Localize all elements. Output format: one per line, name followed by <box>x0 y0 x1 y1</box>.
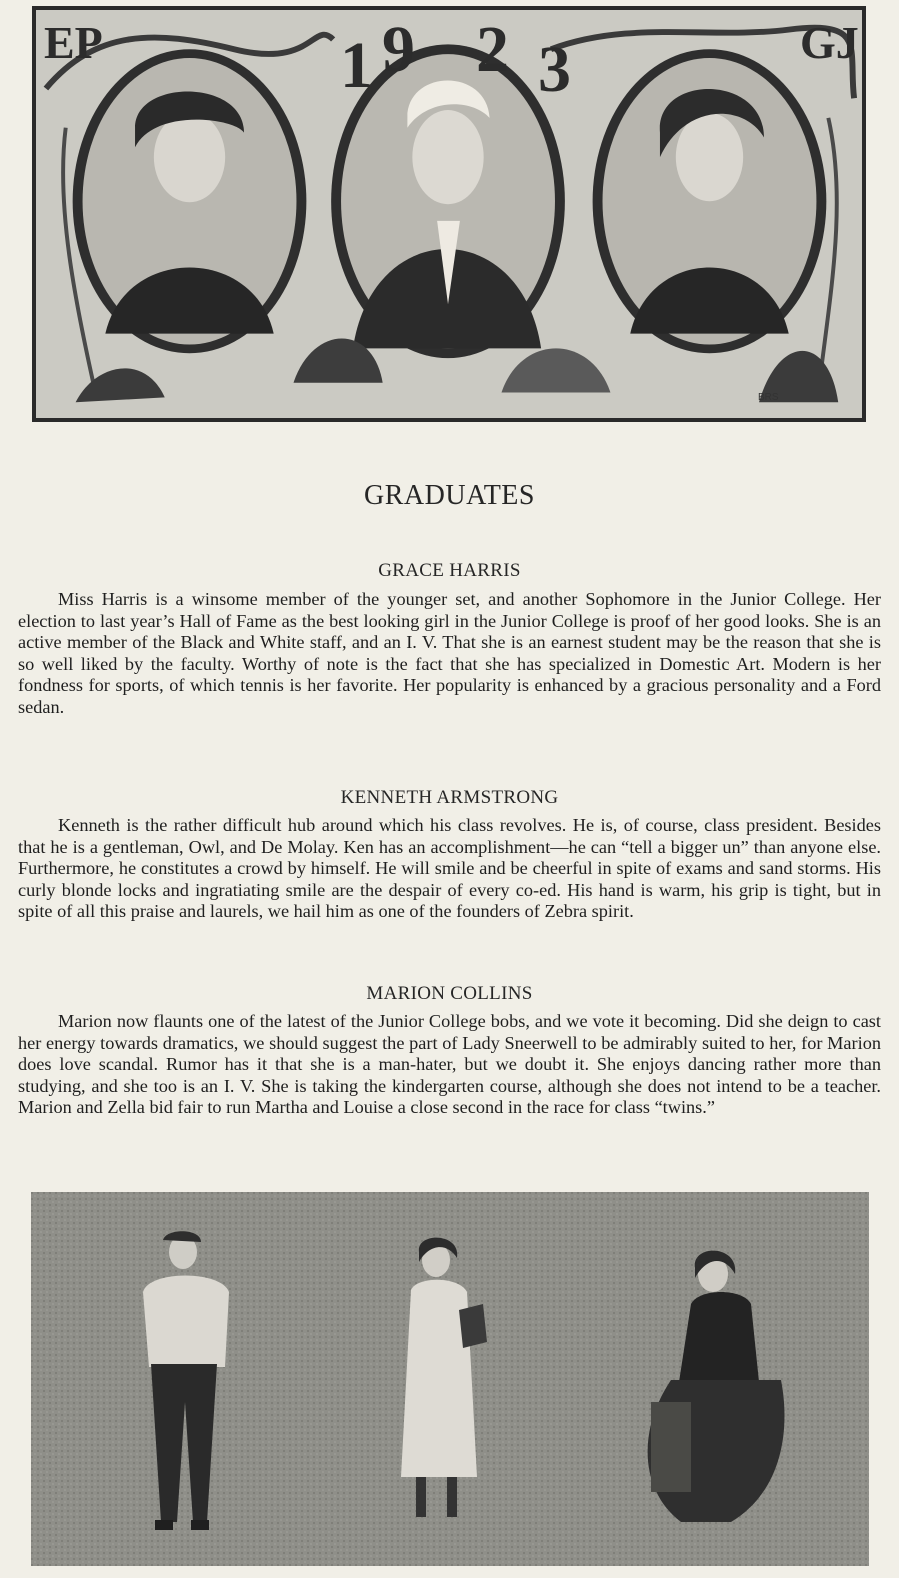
monogram-right: GJ <box>800 17 859 68</box>
monogram-left: EP <box>44 17 103 68</box>
bio-text-kenneth-armstrong: Kenneth is the rather difficult hub around which his class revolves. He is, of course, class president. Besides that he is a gentleman, Owl, and De Molay. Ken has an accomplishment—he can “tell a bigger un” than anyone else. Furthermore, he constitutes a crowd by himself. He will smile and be cheerful in spite of exams and sand storms. His curly blonde locks and ingratiating smile are the despair of every co-ed. His hand is warm, his grip is tight, but in spite of all this praise and laurels, we hail him as one of the founders of Zebra spirit. <box>18 815 881 922</box>
bio-heading-kenneth-armstrong: KENNETH ARMSTRONG <box>340 787 559 808</box>
bio-heading-grace-harris: GRACE HARRIS <box>378 560 521 581</box>
bio-heading-marion-collins: MARION COLLINS <box>366 983 533 1004</box>
year-digit-2: 9 <box>382 13 415 86</box>
artist-signature: BRS <box>758 392 779 403</box>
bio-text-marion-collins: Marion now flaunts one of the latest of the Junior College bobs, and we vote it becoming. Did she deign to cast her energy towards dramatics, we should suggest the part of Lady Sneerwell to be admirably suited to her, for Marion does love scandal. Rumor has it that she is a man-hater, but we doubt it. She enjoys dancing rather more than studying, and she too is an I. V. She is taking the kindergarten course, although she does not intend to be a teacher. Marion and Zella bid fair to run Martha and Louise a close second in the race for class “twins.” <box>18 1011 881 1118</box>
portrait-panel <box>32 6 866 422</box>
page-title: GRADUATES <box>364 480 535 511</box>
portrait-illustration <box>36 10 862 418</box>
year-digit-3: 2 <box>476 13 509 86</box>
bio-text-grace-harris: Miss Harris is a winsome member of the younger set, and another Sophomore in the Junior College. Her election to last year’s Hall of Fame as the best looking girl in the Junior College is proof of her good looks. She is an active member of the Black and White staff, and an I. V. That she is an earnest student may be the reason that she is so well liked by the faculty. Worthy of note is the fact that she has specialized in Domestic Art. Modern is her fondness for sports, of which tennis is her favorite. Her popularity is enhanced by a gracious personality and a Ford sedan. <box>18 589 881 717</box>
snapshot-illustration <box>31 1192 869 1566</box>
snapshot-panel <box>31 1192 869 1566</box>
year-digit-4: 3 <box>538 33 571 106</box>
year-digit-1: 1 <box>340 29 373 102</box>
